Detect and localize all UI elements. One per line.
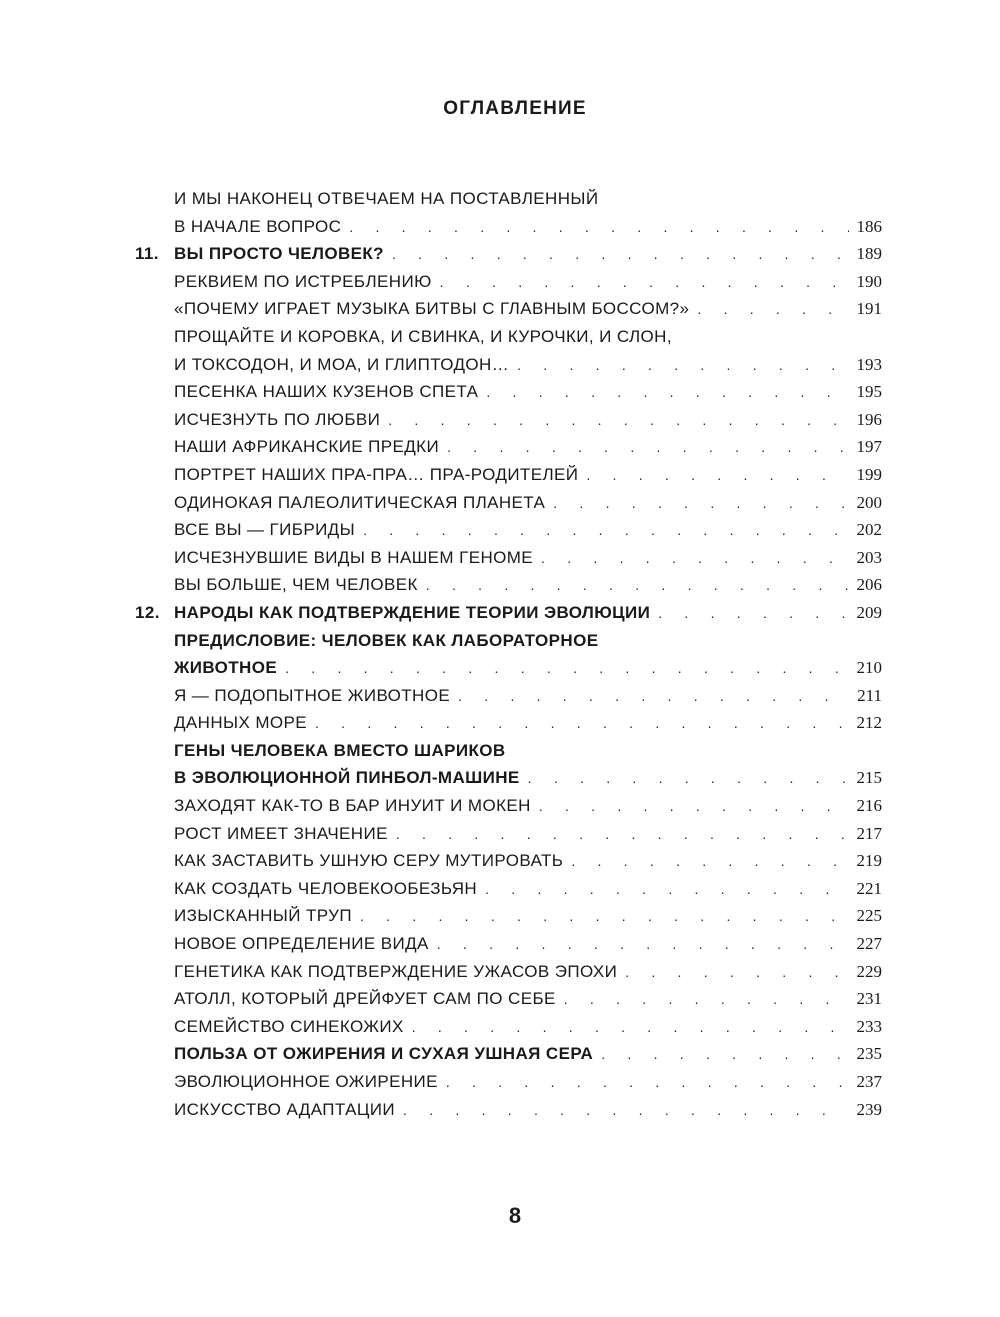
toc-page-number: 202 (856, 520, 882, 540)
toc-entry-title: ГЕНЕТИКА КАК ПОДТВЕРЖДЕНИЕ УЖАСОВ ЭПОХИ (174, 961, 618, 981)
toc-entry-title: ДАННЫХ МОРЕ (174, 713, 307, 733)
dot-leader (363, 517, 848, 545)
toc-page-number: 227 (856, 934, 882, 954)
toc-entry (135, 820, 882, 848)
toc-entry (135, 1068, 882, 1096)
toc-entry-line (174, 544, 882, 573)
toc-entry-title: В НАЧАЛЕ ВОПРОС (174, 216, 342, 236)
toc-entry (135, 268, 882, 296)
toc-entry (135, 902, 882, 930)
toc-entry (135, 847, 882, 875)
toc-page-number: 231 (856, 989, 882, 1009)
toc-entry-title: НАШИ АФРИКАНСКИЕ ПРЕДКИ (174, 437, 440, 457)
toc-entry (135, 516, 882, 544)
toc-entry-line (174, 1013, 882, 1042)
toc-entry (135, 433, 882, 461)
toc-page-number: 199 (856, 464, 882, 484)
toc-entry-line (174, 351, 882, 380)
toc-entry (135, 1040, 882, 1068)
toc-page-number: 203 (856, 547, 882, 567)
dot-leader (553, 490, 848, 518)
toc-entry-title: ВСЕ ВЫ — ГИБРИДЫ (174, 520, 356, 540)
toc-entry-line (174, 1068, 882, 1097)
toc-entry (135, 682, 882, 710)
toc-entry-title: АТОЛЛ, КОТОРЫЙ ДРЕЙФУЕТ САМ ПО СЕБЕ (174, 989, 556, 1009)
toc-entry (135, 792, 882, 820)
toc-entry (135, 544, 882, 572)
toc-entry-line (174, 847, 882, 876)
toc-entry-title: НОВОЕ ОПРЕДЕЛЕНИЕ ВИДА (174, 934, 429, 954)
toc-page-number: 195 (856, 382, 882, 402)
toc-entry (135, 571, 882, 599)
toc-entry-line (174, 792, 882, 821)
toc-page-number: 186 (856, 216, 882, 236)
page-title: ОГЛАВЛЕНИЕ (443, 98, 587, 119)
toc-entry-title: РОСТ ИМЕЕТ ЗНАЧЕНИЕ (174, 823, 388, 843)
page-number: 8 (508, 1203, 522, 1228)
dot-leader (658, 600, 848, 628)
toc-entry-title: НАРОДЫ КАК ПОДТВЕРЖДЕНИЕ ТЕОРИИ ЭВОЛЮЦИИ (174, 602, 651, 622)
toc-entry (135, 985, 882, 1013)
dot-leader (571, 848, 848, 876)
toc-entry-line (174, 709, 882, 738)
toc-chapter-entry (135, 599, 882, 627)
chapter-number: 12. (135, 602, 160, 622)
dot-leader (486, 379, 848, 407)
toc-entry-line (174, 240, 882, 269)
toc-entry (135, 461, 882, 489)
toc-entry-line (174, 737, 882, 765)
toc-entry (135, 489, 882, 517)
toc-page-number: 189 (856, 244, 882, 264)
toc-page-number: 210 (856, 658, 882, 678)
toc-entry (135, 1096, 882, 1124)
toc-entry-title: ВЫ ПРОСТО ЧЕЛОВЕК? (174, 244, 384, 264)
toc-entry-line (174, 627, 882, 655)
toc-entry (135, 627, 882, 655)
toc-entry-title: И ТОКСОДОН, И МОА, И ГЛИПТОДОН… (174, 354, 510, 374)
toc-entry-line (174, 1096, 882, 1125)
toc-entry-line (174, 185, 882, 213)
dot-leader (285, 655, 848, 683)
toc-chapter-entry (135, 240, 882, 268)
toc-entry (135, 185, 882, 213)
toc-entry (135, 764, 882, 792)
toc-entry-line (174, 378, 882, 407)
toc-entry (135, 323, 882, 351)
toc-page-number: 212 (856, 713, 882, 733)
toc-page-number: 219 (856, 851, 882, 871)
toc-entry-line (174, 875, 882, 904)
toc-entry-line (174, 213, 882, 242)
dot-leader (388, 407, 848, 435)
toc-entry-title: ЗАХОДЯТ КАК-ТО В БАР ИНУИТ И МОКЕН (174, 796, 531, 816)
toc-entry-title: ВЫ БОЛЬШЕ, ЧЕМ ЧЕЛОВЕК (174, 575, 418, 595)
toc-entry (135, 737, 882, 765)
toc-entry-title: ИСЧЕЗНУВШИЕ ВИДЫ В НАШЕМ ГЕНОМЕ (174, 547, 534, 567)
toc-page-number: 190 (856, 271, 882, 291)
toc-page-number: 237 (856, 1072, 882, 1091)
toc-entry-title: ИСКУССТВО АДАПТАЦИИ (174, 1099, 396, 1119)
toc-page-number: 206 (856, 575, 882, 595)
toc-entry-line (174, 902, 882, 931)
toc-page-number: 191 (856, 299, 882, 319)
toc-entry-title: ЭВОЛЮЦИОННОЕ ОЖИРЕНИЕ (174, 1072, 438, 1091)
toc-entry-line (174, 323, 882, 351)
toc-entry (135, 213, 882, 241)
dot-leader (396, 821, 849, 849)
toc-entry-title: В ЭВОЛЮЦИОННОЙ ПИНБОЛ-МАШИНЕ (174, 768, 520, 788)
toc-entry-line (174, 654, 882, 683)
dot-leader (412, 1014, 849, 1042)
toc-page-number: 196 (856, 409, 882, 429)
toc-entry-title: ГЕНЫ ЧЕЛОВЕКА ВМЕСТО ШАРИКОВ (174, 740, 506, 760)
dot-leader (360, 903, 849, 931)
toc-page-number: 235 (856, 1044, 882, 1064)
toc-entry-line (174, 433, 882, 462)
chapter-number: 11. (135, 244, 159, 264)
toc-entry-line (174, 599, 882, 628)
dot-leader (437, 931, 849, 959)
toc-entry-title: И МЫ НАКОНЕЦ ОТВЕЧАЕМ НА ПОСТАВЛЕННЫЙ (174, 189, 599, 208)
toc-entry-title: ПРЕДИСЛОВИЕ: ЧЕЛОВЕК КАК ЛАБОРАТОРНОЕ (174, 630, 599, 650)
toc-entry (135, 654, 882, 682)
dot-leader (528, 765, 849, 793)
dot-leader (403, 1097, 848, 1125)
toc-entry-title: ПОЛЬЗА ОТ ОЖИРЕНИЯ И СУХАЯ УШНАЯ СЕРА (174, 1044, 594, 1064)
dot-leader (392, 241, 849, 269)
dot-leader (517, 352, 848, 380)
toc-entry-line (174, 958, 882, 987)
table-of-contents (135, 185, 882, 1123)
dot-leader (564, 986, 849, 1014)
toc-entry (135, 709, 882, 737)
toc-entry-line (174, 461, 882, 490)
toc-entry-title: РЕКВИЕМ ПО ИСТРЕБЛЕНИЮ (174, 271, 432, 291)
dot-leader (625, 959, 848, 987)
toc-entry-title: ИЗЫСКАННЫЙ ТРУП (174, 906, 352, 926)
toc-page-number: 216 (856, 796, 882, 816)
toc-entry-title: ПЕСЕНКА НАШИХ КУЗЕНОВ СПЕТА (174, 382, 479, 402)
toc-entry (135, 1013, 882, 1041)
dot-leader (426, 572, 849, 600)
toc-entry (135, 295, 882, 323)
dot-leader (485, 876, 848, 904)
toc-page-number: 225 (856, 906, 882, 926)
toc-entry-line (174, 406, 882, 435)
dot-leader (697, 296, 848, 324)
toc-page-number: 221 (856, 878, 882, 898)
toc-page-number: 215 (856, 768, 882, 788)
toc-entry-title: ПОРТРЕТ НАШИХ ПРА-ПРА… ПРА-РОДИТЕЛЕЙ (174, 464, 579, 484)
toc-entry-line (174, 295, 882, 324)
toc-entry (135, 875, 882, 903)
toc-page-number: 209 (856, 602, 882, 622)
dot-leader (539, 793, 849, 821)
toc-entry-title: Я — ПОДОПЫТНОЕ ЖИВОТНОЕ (174, 685, 451, 705)
toc-entry (135, 351, 882, 379)
toc-entry-title: ОДИНОКАЯ ПАЛЕОЛИТИЧЕСКАЯ ПЛАНЕТА (174, 492, 546, 512)
toc-page-number: 193 (856, 354, 882, 374)
dot-leader (541, 545, 848, 573)
toc-entry (135, 406, 882, 434)
toc-entry-title: СЕМЕЙСТВО СИНЕКОЖИХ (174, 1016, 404, 1036)
toc-entry-line (174, 268, 882, 297)
toc-entry-line (174, 930, 882, 959)
dot-leader (315, 710, 849, 738)
toc-entry-line (174, 985, 882, 1014)
dot-leader (458, 683, 849, 711)
toc-entry-line (174, 764, 882, 793)
dot-leader (586, 462, 848, 490)
dot-leader (349, 214, 848, 242)
toc-entry-line (174, 682, 882, 711)
toc-entry-title: ИСЧЕЗНУТЬ ПО ЛЮБВИ (174, 409, 381, 429)
toc-page-number: 233 (856, 1016, 882, 1036)
toc-page-number: 229 (856, 961, 882, 981)
toc-entry-line (174, 516, 882, 545)
toc-entry (135, 930, 882, 958)
toc-page-number: 211 (857, 685, 882, 705)
toc-entry-title: ЖИВОТНОЕ (174, 658, 278, 678)
toc-entry-line (174, 489, 882, 518)
toc-entry-line (174, 571, 882, 600)
toc-page-number: 239 (856, 1099, 882, 1119)
toc-entry-title: КАК ЗАСТАВИТЬ УШНУЮ СЕРУ МУТИРОВАТЬ (174, 851, 564, 871)
toc-entry-title: КАК СОЗДАТЬ ЧЕЛОВЕКООБЕЗЬЯН (174, 878, 478, 898)
toc-page-number: 200 (856, 492, 882, 512)
toc-page-number: 197 (856, 437, 882, 457)
toc-page-number: 217 (856, 823, 882, 843)
toc-entry (135, 958, 882, 986)
toc-entry-title: «ПОЧЕМУ ИГРАЕТ МУЗЫКА БИТВЫ С ГЛАВНЫМ БОССОМ?» (174, 299, 690, 319)
dot-leader (601, 1041, 848, 1069)
dot-leader (447, 434, 848, 462)
toc-entry (135, 378, 882, 406)
toc-entry-title: ПРОЩАЙТЕ И КОРОВКА, И СВИНКА, И КУРОЧКИ, И СЛОН, (174, 326, 672, 346)
toc-entry-line (174, 820, 882, 849)
toc-entry-line (174, 1040, 882, 1069)
dot-leader (446, 1069, 849, 1097)
dot-leader (440, 269, 849, 297)
